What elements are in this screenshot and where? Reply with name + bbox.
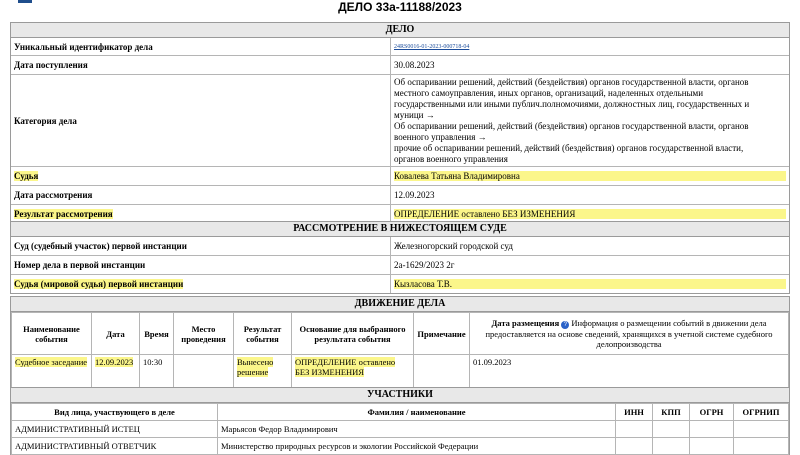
table-row bbox=[12, 421, 789, 438]
col-place: Место проведения bbox=[174, 313, 234, 355]
category-line: прочие об оспаривании решений, действий (бездействия) органов государственной власти, bbox=[394, 142, 744, 153]
court-label: Суд (судебный участок) первой инстанции bbox=[11, 237, 391, 255]
case-section bbox=[10, 22, 790, 223]
category-line: Об оспаривании решений, действий (бездействия) органов государственной власти, органов bbox=[394, 76, 749, 87]
event-date: 12.09.2023 bbox=[95, 357, 134, 367]
court-value: Железногорский городской суд bbox=[394, 241, 513, 251]
table-row bbox=[12, 355, 789, 389]
court-row bbox=[11, 237, 789, 256]
judge-label: Судья bbox=[14, 171, 39, 181]
category-line: государственными или иными публич.полномочиями, должностных лиц, государственных и bbox=[394, 98, 750, 109]
uid-row bbox=[11, 38, 789, 56]
col-event: Наименование события bbox=[12, 313, 92, 355]
uid-link[interactable]: 24RS0016-01-2023-000718-04 bbox=[394, 43, 470, 50]
event-posted: 01.09.2023 bbox=[470, 355, 789, 389]
lower-case-value: 2а-1629/2023 2г bbox=[394, 260, 455, 270]
category-line: Об оспаривании решений, действий (бездействия) органов государственной власти, органов bbox=[394, 120, 749, 131]
col-kpp: КПП bbox=[653, 404, 690, 421]
help-icon[interactable]: ? bbox=[561, 321, 569, 329]
event-note bbox=[414, 355, 470, 389]
review-date-label: Дата рассмотрения bbox=[11, 186, 391, 204]
category-row bbox=[11, 75, 789, 167]
judge-row bbox=[11, 167, 789, 186]
participant-kind: АДМИНИСТРАТИВНЫЙ ОТВЕТЧИК bbox=[12, 438, 218, 455]
col-posted-label: Дата размещения bbox=[491, 318, 560, 329]
date-received-row bbox=[11, 56, 789, 75]
category-line: муници → bbox=[394, 109, 435, 120]
lower-court-section bbox=[10, 221, 790, 294]
participants-section bbox=[10, 387, 790, 455]
category-line: органов военного управления bbox=[394, 153, 508, 164]
col-basis: Основание для выбранного результата события bbox=[292, 313, 414, 355]
participants-header: УЧАСТНИКИ bbox=[11, 388, 789, 403]
lower-court-header: РАССМОТРЕНИЕ В НИЖЕСТОЯЩЕМ СУДЕ bbox=[11, 222, 789, 237]
col-name: Фамилия / наименование bbox=[218, 404, 616, 421]
event-basis: ОПРЕДЕЛЕНИЕ оставлено БЕЗ ИЗМЕНЕНИЯ bbox=[295, 357, 396, 377]
result-row bbox=[11, 205, 789, 222]
event-time: 10:30 bbox=[140, 355, 174, 389]
movement-section bbox=[10, 296, 790, 390]
col-inn: ИНН bbox=[616, 404, 653, 421]
participants-table bbox=[11, 403, 789, 455]
category-label: Категория дела bbox=[11, 75, 391, 166]
case-section-header: ДЕЛО bbox=[11, 23, 789, 38]
col-ogrn: ОГРН bbox=[690, 404, 734, 421]
participant-kind: АДМИНИСТРАТИВНЫЙ ИСТЕЦ bbox=[12, 421, 218, 438]
result-label: Результат рассмотрения bbox=[14, 208, 113, 219]
event-place bbox=[174, 355, 234, 389]
category-line: военного управления → bbox=[394, 131, 487, 142]
lower-judge-row bbox=[11, 275, 789, 293]
participant-name: Министерство природных ресурсов и экологии Российской Федерации bbox=[218, 438, 616, 455]
page-title: ДЕЛО 33а-11188/2023 bbox=[338, 0, 462, 14]
result-value: ОПРЕДЕЛЕНИЕ оставлено БЕЗ ИЗМЕНЕНИЯ bbox=[394, 209, 786, 219]
event-result: Вынесено решение bbox=[237, 357, 274, 377]
col-ogrnip: ОГРНИП bbox=[734, 404, 789, 421]
event-name: Судебное заседание bbox=[15, 357, 88, 367]
col-posted bbox=[470, 313, 789, 355]
participant-name: Марьясов Федор Владимирович bbox=[218, 421, 616, 438]
date-received-label: Дата поступления bbox=[11, 56, 391, 74]
table-row bbox=[12, 438, 789, 455]
judge-value: Ковалева Татьяна Владимировна bbox=[394, 171, 786, 181]
uid-label: Уникальный идентификатор дела bbox=[11, 38, 391, 55]
lower-judge-label: Судья (мировой судья) первой инстанции bbox=[14, 279, 184, 289]
lower-case-label: Номер дела в первой инстанции bbox=[11, 256, 391, 274]
posted-info-text: Информация о размещении событий в движении дела предоставляется на основе сведений, хранящихся в учетной системе судебного делопроизводства bbox=[485, 318, 773, 349]
category-value bbox=[391, 75, 789, 166]
col-date: Дата bbox=[92, 313, 140, 355]
col-note: Примечание bbox=[414, 313, 470, 355]
participants-header-row bbox=[12, 404, 789, 421]
lower-case-row bbox=[11, 256, 789, 275]
col-time: Время bbox=[140, 313, 174, 355]
review-date-row bbox=[11, 186, 789, 205]
col-result: Результат события bbox=[234, 313, 292, 355]
category-line: местного самоуправления, иных органов, организаций, наделенных отдельными bbox=[394, 87, 704, 98]
lower-judge-value: Кызласова Т.В. bbox=[394, 279, 786, 289]
col-kind: Вид лица, участвующего в деле bbox=[12, 404, 218, 421]
movement-table bbox=[11, 312, 789, 389]
movement-header: ДВИЖЕНИЕ ДЕЛА bbox=[11, 297, 789, 312]
movement-header-row bbox=[12, 313, 789, 355]
date-received-value: 30.08.2023 bbox=[394, 60, 435, 70]
review-date-value: 12.09.2023 bbox=[394, 190, 435, 200]
